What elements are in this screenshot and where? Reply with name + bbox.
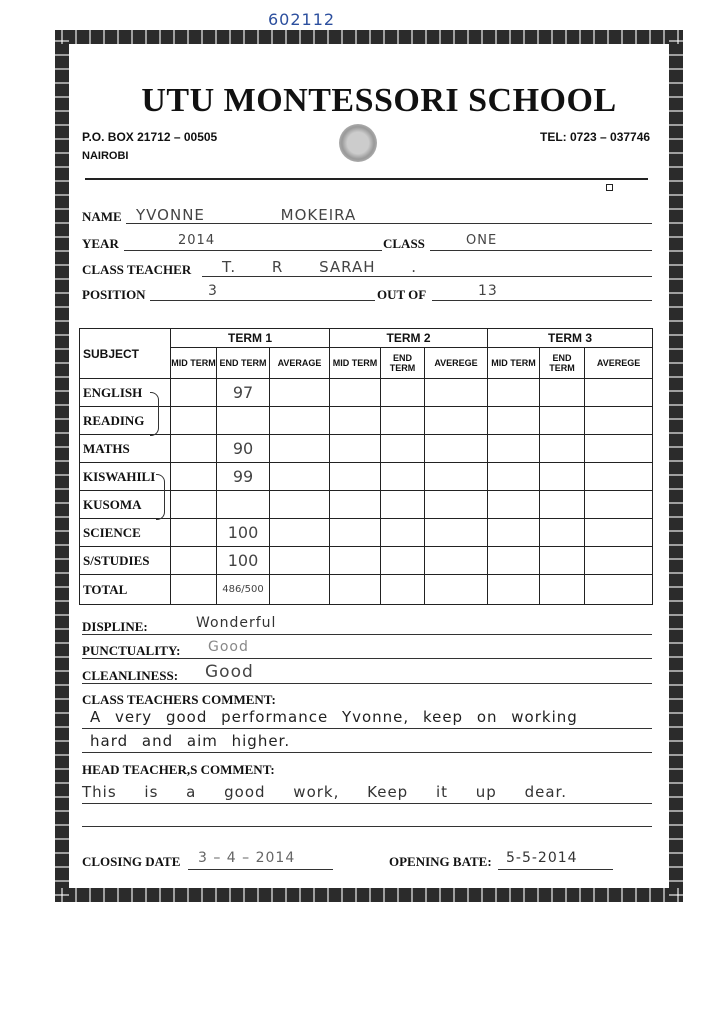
table-row [80, 575, 653, 605]
term1-end-header: END TERM [217, 348, 270, 379]
class-teacher-comment-line1: A very good performance Yvonne, keep on working [90, 708, 578, 726]
subject-cell: READING [80, 407, 171, 435]
subject-cell: KISWAHILI [80, 463, 171, 491]
grade-cell [488, 407, 540, 435]
grade-cell [425, 407, 488, 435]
grade-cell [270, 379, 330, 407]
class-teacher-label: CLASS TEACHER [82, 262, 192, 277]
term-1-header: TERM 1 [171, 329, 330, 348]
grade-cell [330, 575, 381, 605]
closing-date-value: 3 – 4 – 2014 [198, 850, 296, 866]
grade-cell [425, 575, 488, 605]
grade-cell [585, 519, 653, 547]
grade-cell [270, 407, 330, 435]
grade-cell [585, 435, 653, 463]
class-value: ONE [466, 233, 498, 248]
year-label: YEAR [82, 236, 119, 251]
out-of-label: OUT OF [377, 287, 427, 302]
term2-end-header: END TERM [381, 348, 425, 379]
term2-average-header: AVEREGE [425, 348, 488, 379]
grade-cell [540, 435, 585, 463]
term3-average-header: AVEREGE [585, 348, 653, 379]
term2-mid-header: MID TERM [330, 348, 381, 379]
term1-end-term-score: 99 [217, 463, 270, 491]
grade-cell [330, 491, 381, 519]
head-teacher-comment-label: HEAD TEACHER,S COMMENT: [82, 762, 275, 777]
head-teacher-comment-line1: This is a good work, Keep it up dear. [82, 783, 568, 801]
grade-cell [425, 379, 488, 407]
grade-cell [381, 435, 425, 463]
subject-cell: SCIENCE [80, 519, 171, 547]
term3-mid-header: MID TERM [488, 348, 540, 379]
table-row [80, 547, 653, 575]
term-2-header: TERM 2 [330, 329, 488, 348]
out-of-line [432, 300, 652, 301]
english-reading-bracket [150, 392, 159, 436]
subject-cell: ENGLISH [80, 379, 171, 407]
class-label: CLASS [383, 236, 425, 251]
class-line [430, 250, 652, 251]
closing-date-line [188, 869, 333, 870]
grade-cell [330, 379, 381, 407]
grade-cell [270, 491, 330, 519]
grade-cell [540, 547, 585, 575]
grade-cell [381, 519, 425, 547]
discipline-value: Wonderful [196, 615, 277, 631]
cleanliness-value: Good [205, 662, 254, 682]
opening-date-label: OPENING BATE: [389, 854, 492, 869]
grade-cell [330, 547, 381, 575]
grade-cell [585, 491, 653, 519]
po-box: P.O. BOX 21712 – 00505 [82, 130, 218, 144]
grade-cell [585, 407, 653, 435]
grade-cell [585, 379, 653, 407]
grade-cell [425, 547, 488, 575]
grade-cell [488, 519, 540, 547]
position-line [150, 300, 375, 301]
cleanliness-line [82, 683, 652, 684]
grade-cell [585, 575, 653, 605]
grade-cell [381, 491, 425, 519]
table-row [80, 379, 653, 407]
grade-cell [330, 407, 381, 435]
discipline-line [82, 634, 652, 635]
punctuality-label: PUNCTUALITY: [82, 643, 181, 658]
grade-cell [488, 491, 540, 519]
comment-line-2 [82, 752, 652, 753]
student-name: YVONNE MOKEIRA [136, 206, 357, 224]
header-divider [85, 178, 648, 180]
grade-cell [171, 519, 217, 547]
grade-cell [330, 519, 381, 547]
grade-cell [488, 547, 540, 575]
term3-end-header: END TERM [540, 348, 585, 379]
term-3-header: TERM 3 [488, 329, 653, 348]
term1-average-header: AVERAGE [270, 348, 330, 379]
grades-table [79, 328, 653, 605]
grade-cell [540, 379, 585, 407]
comment-line-3 [82, 803, 652, 804]
grade-cell [330, 463, 381, 491]
grade-cell [585, 463, 653, 491]
subject-header: SUBJECT [80, 329, 171, 379]
grade-cell [540, 519, 585, 547]
grade-cell [270, 463, 330, 491]
table-row [80, 435, 653, 463]
class-teacher-value: T. R SARAH . [222, 258, 418, 276]
class-teacher-line [202, 276, 652, 277]
grade-cell [488, 575, 540, 605]
kiswahili-kusoma-bracket [156, 474, 165, 520]
comment-line-4 [82, 826, 652, 827]
subject-cell: TOTAL [80, 575, 171, 605]
table-row [80, 407, 653, 435]
grade-cell [540, 407, 585, 435]
class-teacher-comment-line2: hard and aim higher. [90, 732, 291, 750]
grade-cell [381, 407, 425, 435]
grade-cell [425, 463, 488, 491]
grade-cell [585, 547, 653, 575]
punctuality-line [82, 658, 652, 659]
term1-end-term-score [217, 491, 270, 519]
table-row [80, 519, 653, 547]
term1-end-term-score [217, 407, 270, 435]
grade-cell [171, 547, 217, 575]
grade-cell [270, 575, 330, 605]
subject-cell: S/STUDIES [80, 547, 171, 575]
grade-cell [381, 547, 425, 575]
grade-cell [540, 463, 585, 491]
grade-cell [488, 435, 540, 463]
grade-cell [425, 435, 488, 463]
year-value: 2014 [178, 233, 216, 248]
subject-cell: KUSOMA [80, 491, 171, 519]
small-square-icon [606, 184, 613, 191]
position-value: 3 [208, 283, 218, 299]
grade-cell [381, 463, 425, 491]
document-number: 602112 [268, 10, 336, 29]
grade-cell [171, 463, 217, 491]
position-label: POSITION [82, 287, 146, 302]
name-label: NAME [82, 209, 122, 224]
cleanliness-label: CLEANLINESS: [82, 668, 179, 683]
grade-cell [270, 519, 330, 547]
grade-cell [171, 575, 217, 605]
discipline-label: DISPLINE: [82, 619, 148, 634]
punctuality-value: Good [208, 639, 249, 655]
school-logo [339, 124, 377, 162]
term1-mid-header: MID TERM [171, 348, 217, 379]
grade-cell [425, 519, 488, 547]
grade-cell [171, 407, 217, 435]
grade-cell [381, 575, 425, 605]
opening-date-value: 5-5-2014 [506, 850, 578, 866]
grade-cell [270, 435, 330, 463]
telephone: TEL: 0723 – 037746 [540, 130, 651, 144]
term1-end-term-score: 97 [217, 379, 270, 407]
grade-cell [425, 491, 488, 519]
grade-cell [488, 463, 540, 491]
closing-date-label: CLOSING DATE [82, 854, 181, 869]
table-row [80, 463, 653, 491]
term1-end-term-score: 100 [217, 519, 270, 547]
grade-cell [540, 491, 585, 519]
grade-cell [381, 379, 425, 407]
term1-end-term-score: 100 [217, 547, 270, 575]
comment-line-1 [82, 728, 652, 729]
grade-cell [171, 435, 217, 463]
out-of-value: 13 [478, 283, 498, 299]
grade-cell [540, 575, 585, 605]
grade-cell [171, 379, 217, 407]
school-name: UTU MONTESSORI SCHOOL [141, 82, 617, 119]
opening-date-line [498, 869, 613, 870]
subject-cell: MATHS [80, 435, 171, 463]
class-teacher-comment-label: CLASS TEACHERS COMMENT: [82, 692, 276, 707]
grade-cell [171, 491, 217, 519]
term1-end-term-score: 486/500 [217, 575, 270, 605]
term1-end-term-score: 90 [217, 435, 270, 463]
grade-cell [488, 379, 540, 407]
grade-cell [270, 547, 330, 575]
city: NAIROBI [82, 150, 129, 162]
grade-cell [330, 435, 381, 463]
year-line [124, 250, 382, 251]
table-row [80, 491, 653, 519]
